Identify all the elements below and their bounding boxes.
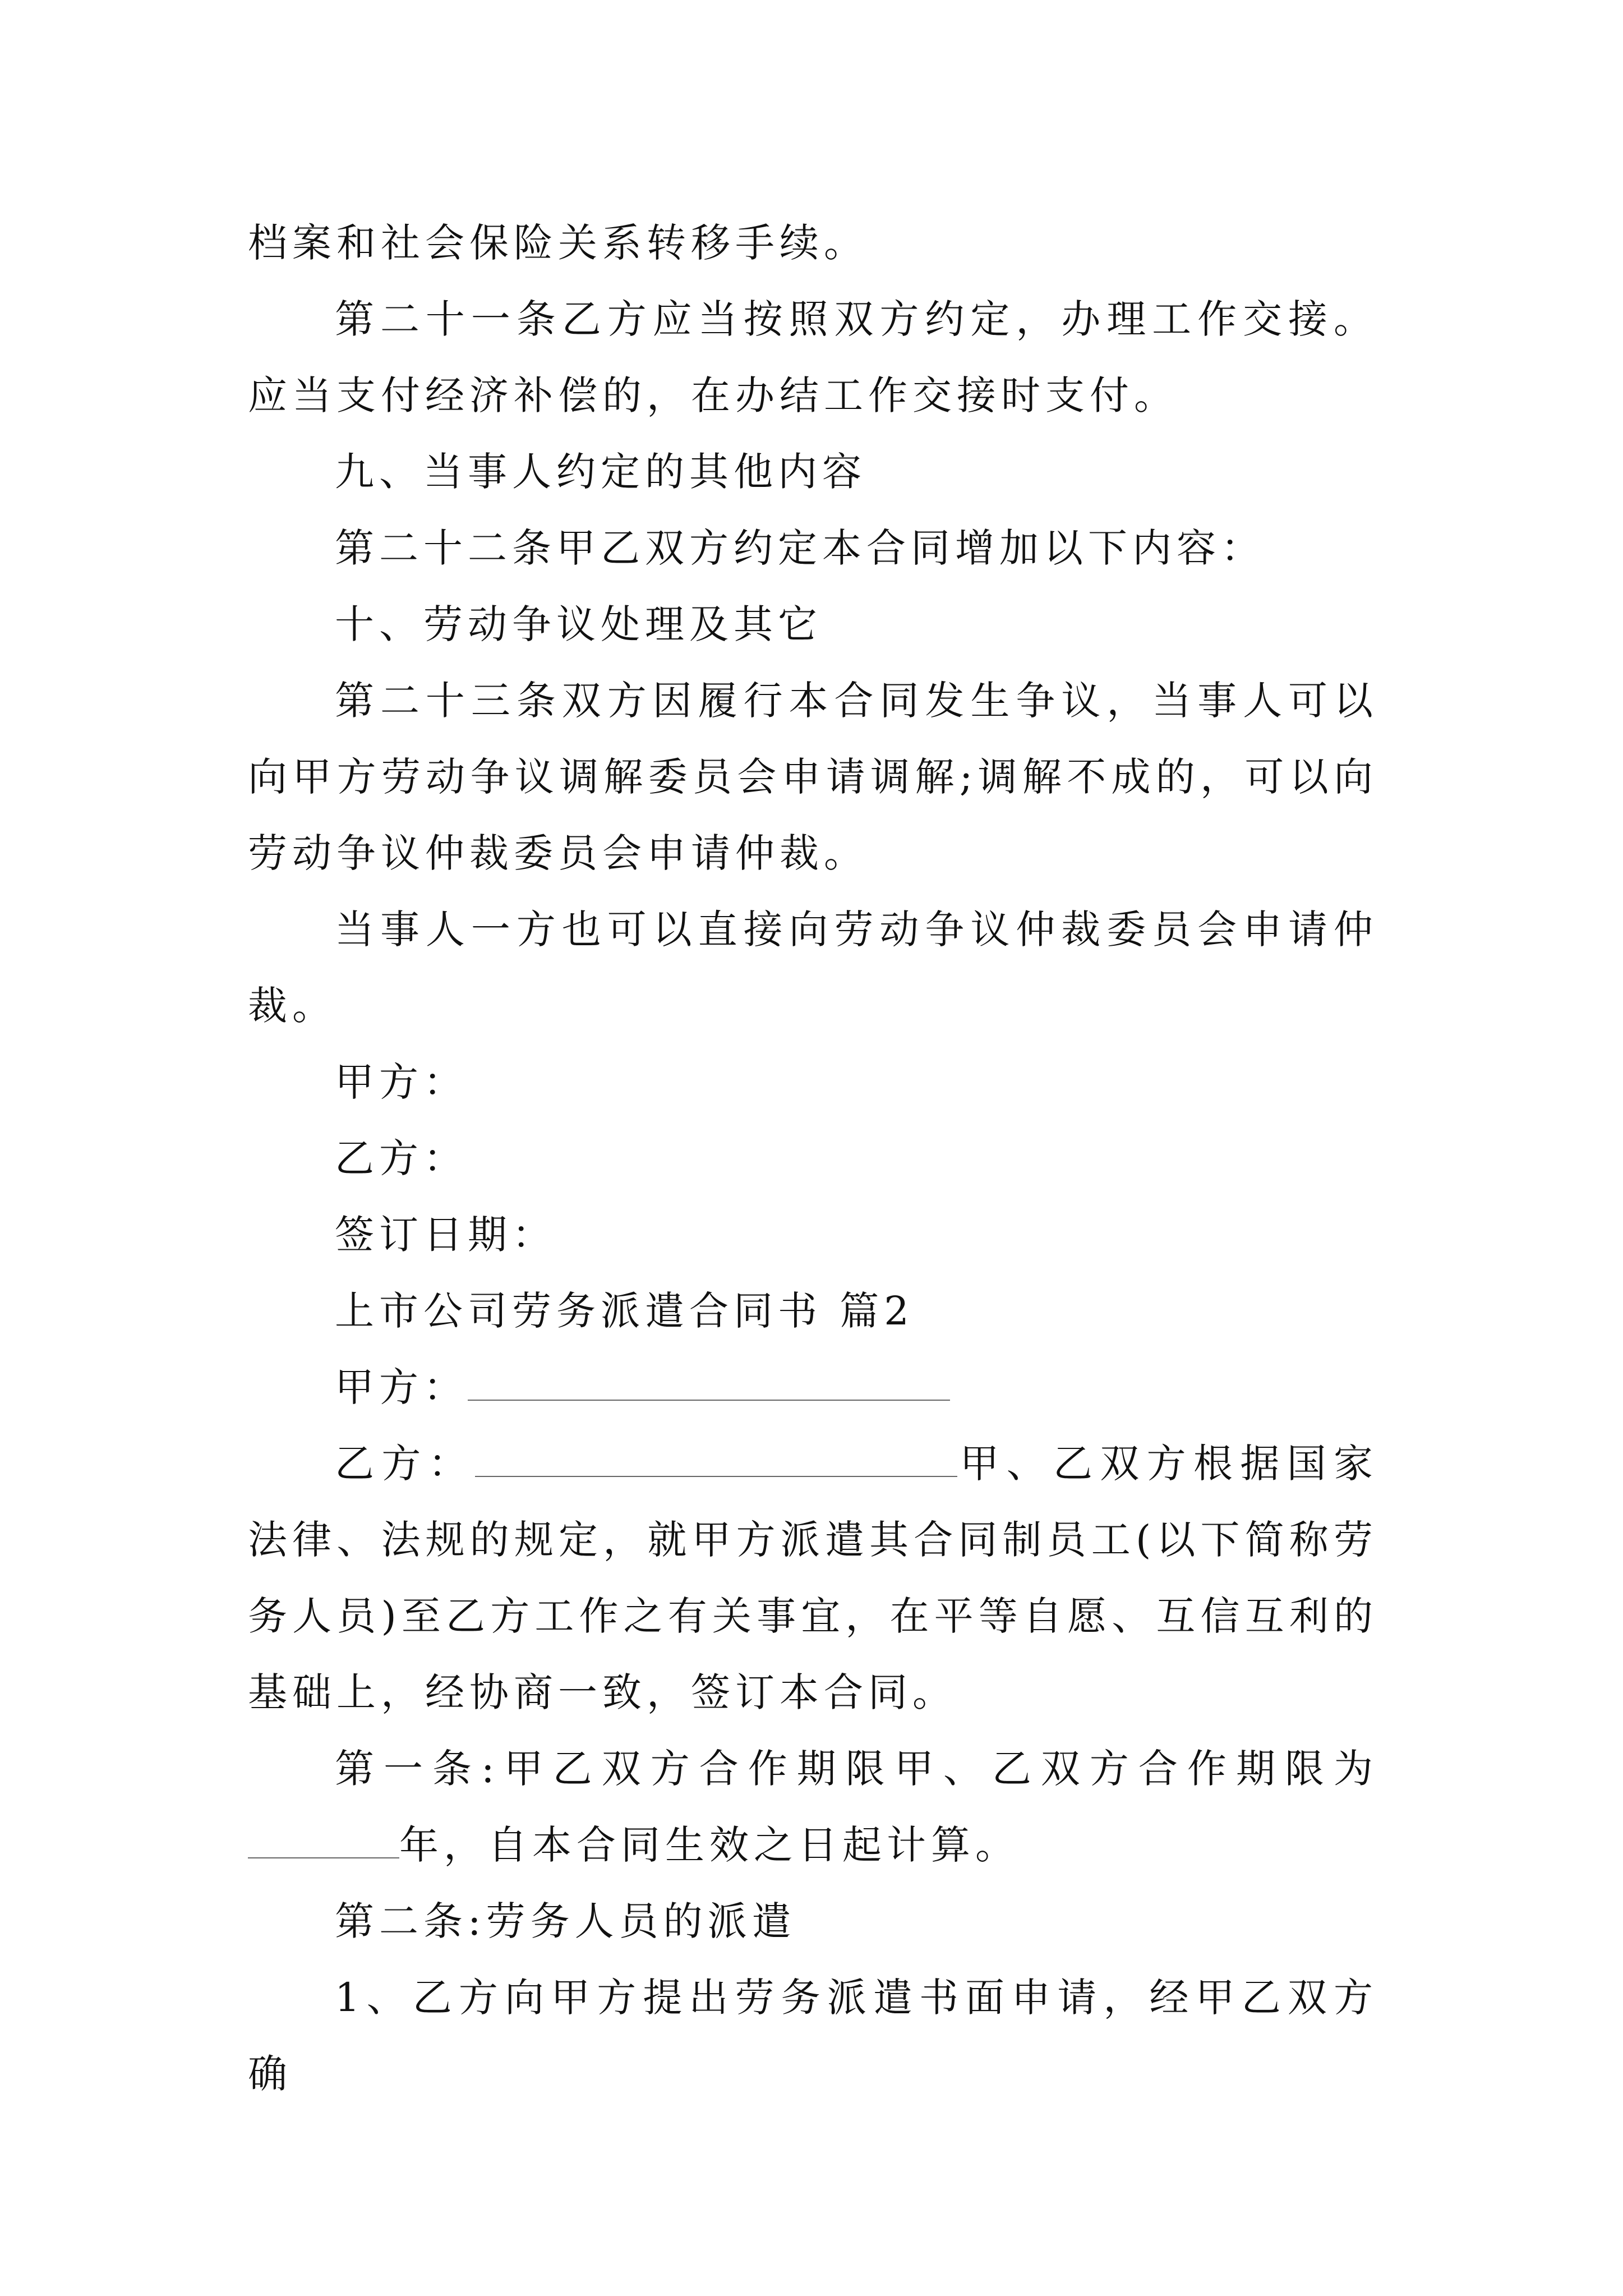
paragraph-article-22: 第二十二条甲乙双方约定本合同增加以下内容：	[335, 525, 1265, 571]
party-a-blank-field	[468, 1360, 950, 1401]
section-heading-9: 九、当事人约定的其他内容	[335, 449, 866, 495]
paragraph-1: 档案和社会保险关系转移手续。	[248, 220, 868, 266]
document-body	[248, 205, 1378, 2112]
article-1-text: 第一条:甲乙双方合作期限甲、乙双方合作期限为	[335, 1746, 1378, 1792]
paragraph-preamble	[248, 1425, 1378, 1731]
signing-date-label: 签订日期：	[335, 1212, 556, 1258]
party-a-label: 甲方：	[335, 1059, 468, 1105]
preamble-text: 甲、乙双方根据国家法律、法规的规定，就甲方派遣其合同制员工(以下简称劳务人员)至乙方工作之有关事宜，在平等自愿、互信互利的基础上，经协商一致，签订本合同。	[248, 1441, 1378, 1715]
party-b-label: 乙方：	[335, 1135, 468, 1181]
paragraph-article-1	[248, 1731, 1378, 1883]
paragraph-article-2-item-1: 1、乙方向甲方提出劳务派遣书面申请，经甲乙双方确	[248, 1975, 1378, 2097]
paragraph-article-23: 第二十三条双方因履行本合同发生争议，当事人可以向甲方劳动争议调解委员会申请调解;调解不成的，可以向劳动争议仲裁委员会申请仲裁。	[248, 678, 1378, 876]
paragraph-arbitration: 当事人一方也可以直接向劳动争议仲裁委员会申请仲裁。	[248, 907, 1378, 1029]
term-years-blank-field	[248, 1818, 399, 1858]
paragraph-article-21: 第二十一条乙方应当按照双方约定，办理工作交接。应当支付经济补偿的，在办结工作交接时支付。	[248, 296, 1378, 418]
paragraph-article-2: 第二条:劳务人员的派遣	[335, 1898, 796, 1944]
article-1-text-end: 年，自本合同生效之日起计算。	[399, 1822, 1020, 1868]
contract-title-part-2: 上市公司劳务派遣合同书 篇2	[335, 1288, 914, 1334]
party-b-line-label: 乙方：	[335, 1441, 475, 1487]
party-a-line-label: 甲方：	[335, 1364, 468, 1410]
party-b-blank-field	[475, 1437, 957, 1477]
section-heading-10: 十、劳动争议处理及其它	[335, 601, 822, 647]
party-a-line	[248, 1349, 1378, 1425]
